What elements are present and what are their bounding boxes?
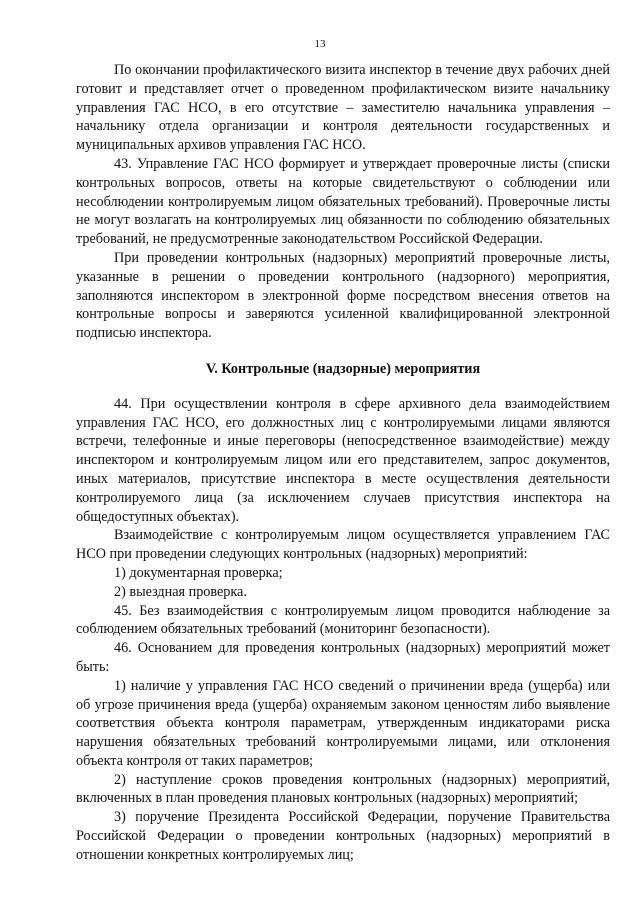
page-content <box>76 61 610 865</box>
paragraph-visit-report: По окончании профилактического визита инспектор в течение двух рабочих дней готовит и представляет отчет о проведенном профилактическом визите начальнику управления ГАС НСО, в его отсутствие – заместителю начальника управления – начальнику отдела организации и контроля деятельности государственных и муниципальных архивов управления ГАС НСО. <box>76 62 610 154</box>
paragraph-clause-46: 46. Основанием для проведения контрольных (надзорных) мероприятий может быть: <box>76 640 610 675</box>
list-item-basis-3: 3) поручение Президента Российской Федерации, поручение Правительства Российской Федерации о проведении контрольных (надзорных) мероприятий в отношении конкретных контролируемых лиц; <box>76 809 610 863</box>
list-item-basis-2: 2) наступление сроков проведения контрольных (надзорных) мероприятий, включенных в план проведения плановых контрольных (надзорных) мероприятий; <box>76 771 610 807</box>
page-number: 13 <box>314 38 326 50</box>
list-item-field-check: 2) выездная проверка. <box>114 583 247 600</box>
list-item-documentary-check: 1) документарная проверка; <box>114 564 283 581</box>
section-heading: V. Контрольные (надзорные) мероприятия <box>205 360 481 377</box>
paragraph-checklists: При проведении контрольных (надзорных) мероприятий проверочные листы, указанные в решении о проведении контрольного (надзорного) мероприятия, заполняются инспектором в электронной форме посредством внесения ответов на контрольные вопросы и заверяются усиленной квалифицированной электронной подписью инспектора. <box>76 249 610 342</box>
paragraph-clause-45: 45. Без взаимодействия с контролируемым лицом проводится наблюдение за соблюдением обязательных требований (мониторинг безопасности). <box>76 602 610 638</box>
paragraph-clause-43: 43. Управление ГАС НСО формирует и утверждает проверочные листы (списки контрольных вопросов, ответы на которые свидетельствуют о соблюдении или несоблюдении контролируемым лицом обязательных требований). Проверочные листы не могут возлагать на контролируемых лиц обязанности по соблюдению обязательных требований, не предусмотренные законодательством Российской Федерации. <box>76 155 610 248</box>
list-item-basis-1: 1) наличие у управления ГАС НСО сведений о причинении вреда (ущерба) или об угрозе причинения вреда (ущерба) охраняемым законом ценностям либо выявление соответствия объекта контроля параметрам, утвержденным индикаторами риска нарушения обязательных требований контролируемыми лицами, или отклонения объекта контроля от таких параметров; <box>76 677 610 769</box>
paragraph-clause-44: 44. При осуществлении контроля в сфере архивного дела взаимодействием управления ГАС НСО, его должностных лиц с контролируемыми лицами являются встречи, телефонные и иные переговоры (непосредственное взаимодействие) между инспектором и контролируемым лицом или его представителем, запрос документов, иных материалов, присутствие инспектора в месте осуществления деятельности контролируемого лица (за исключением случаев присутствия инспектора на общедоступных объектах). <box>76 395 610 525</box>
paragraph-interaction: Взаимодействие с контролируемым лицом осуществляется управлением ГАС НСО при проведении следующих контрольных (надзорных) мероприятий: <box>76 527 610 563</box>
